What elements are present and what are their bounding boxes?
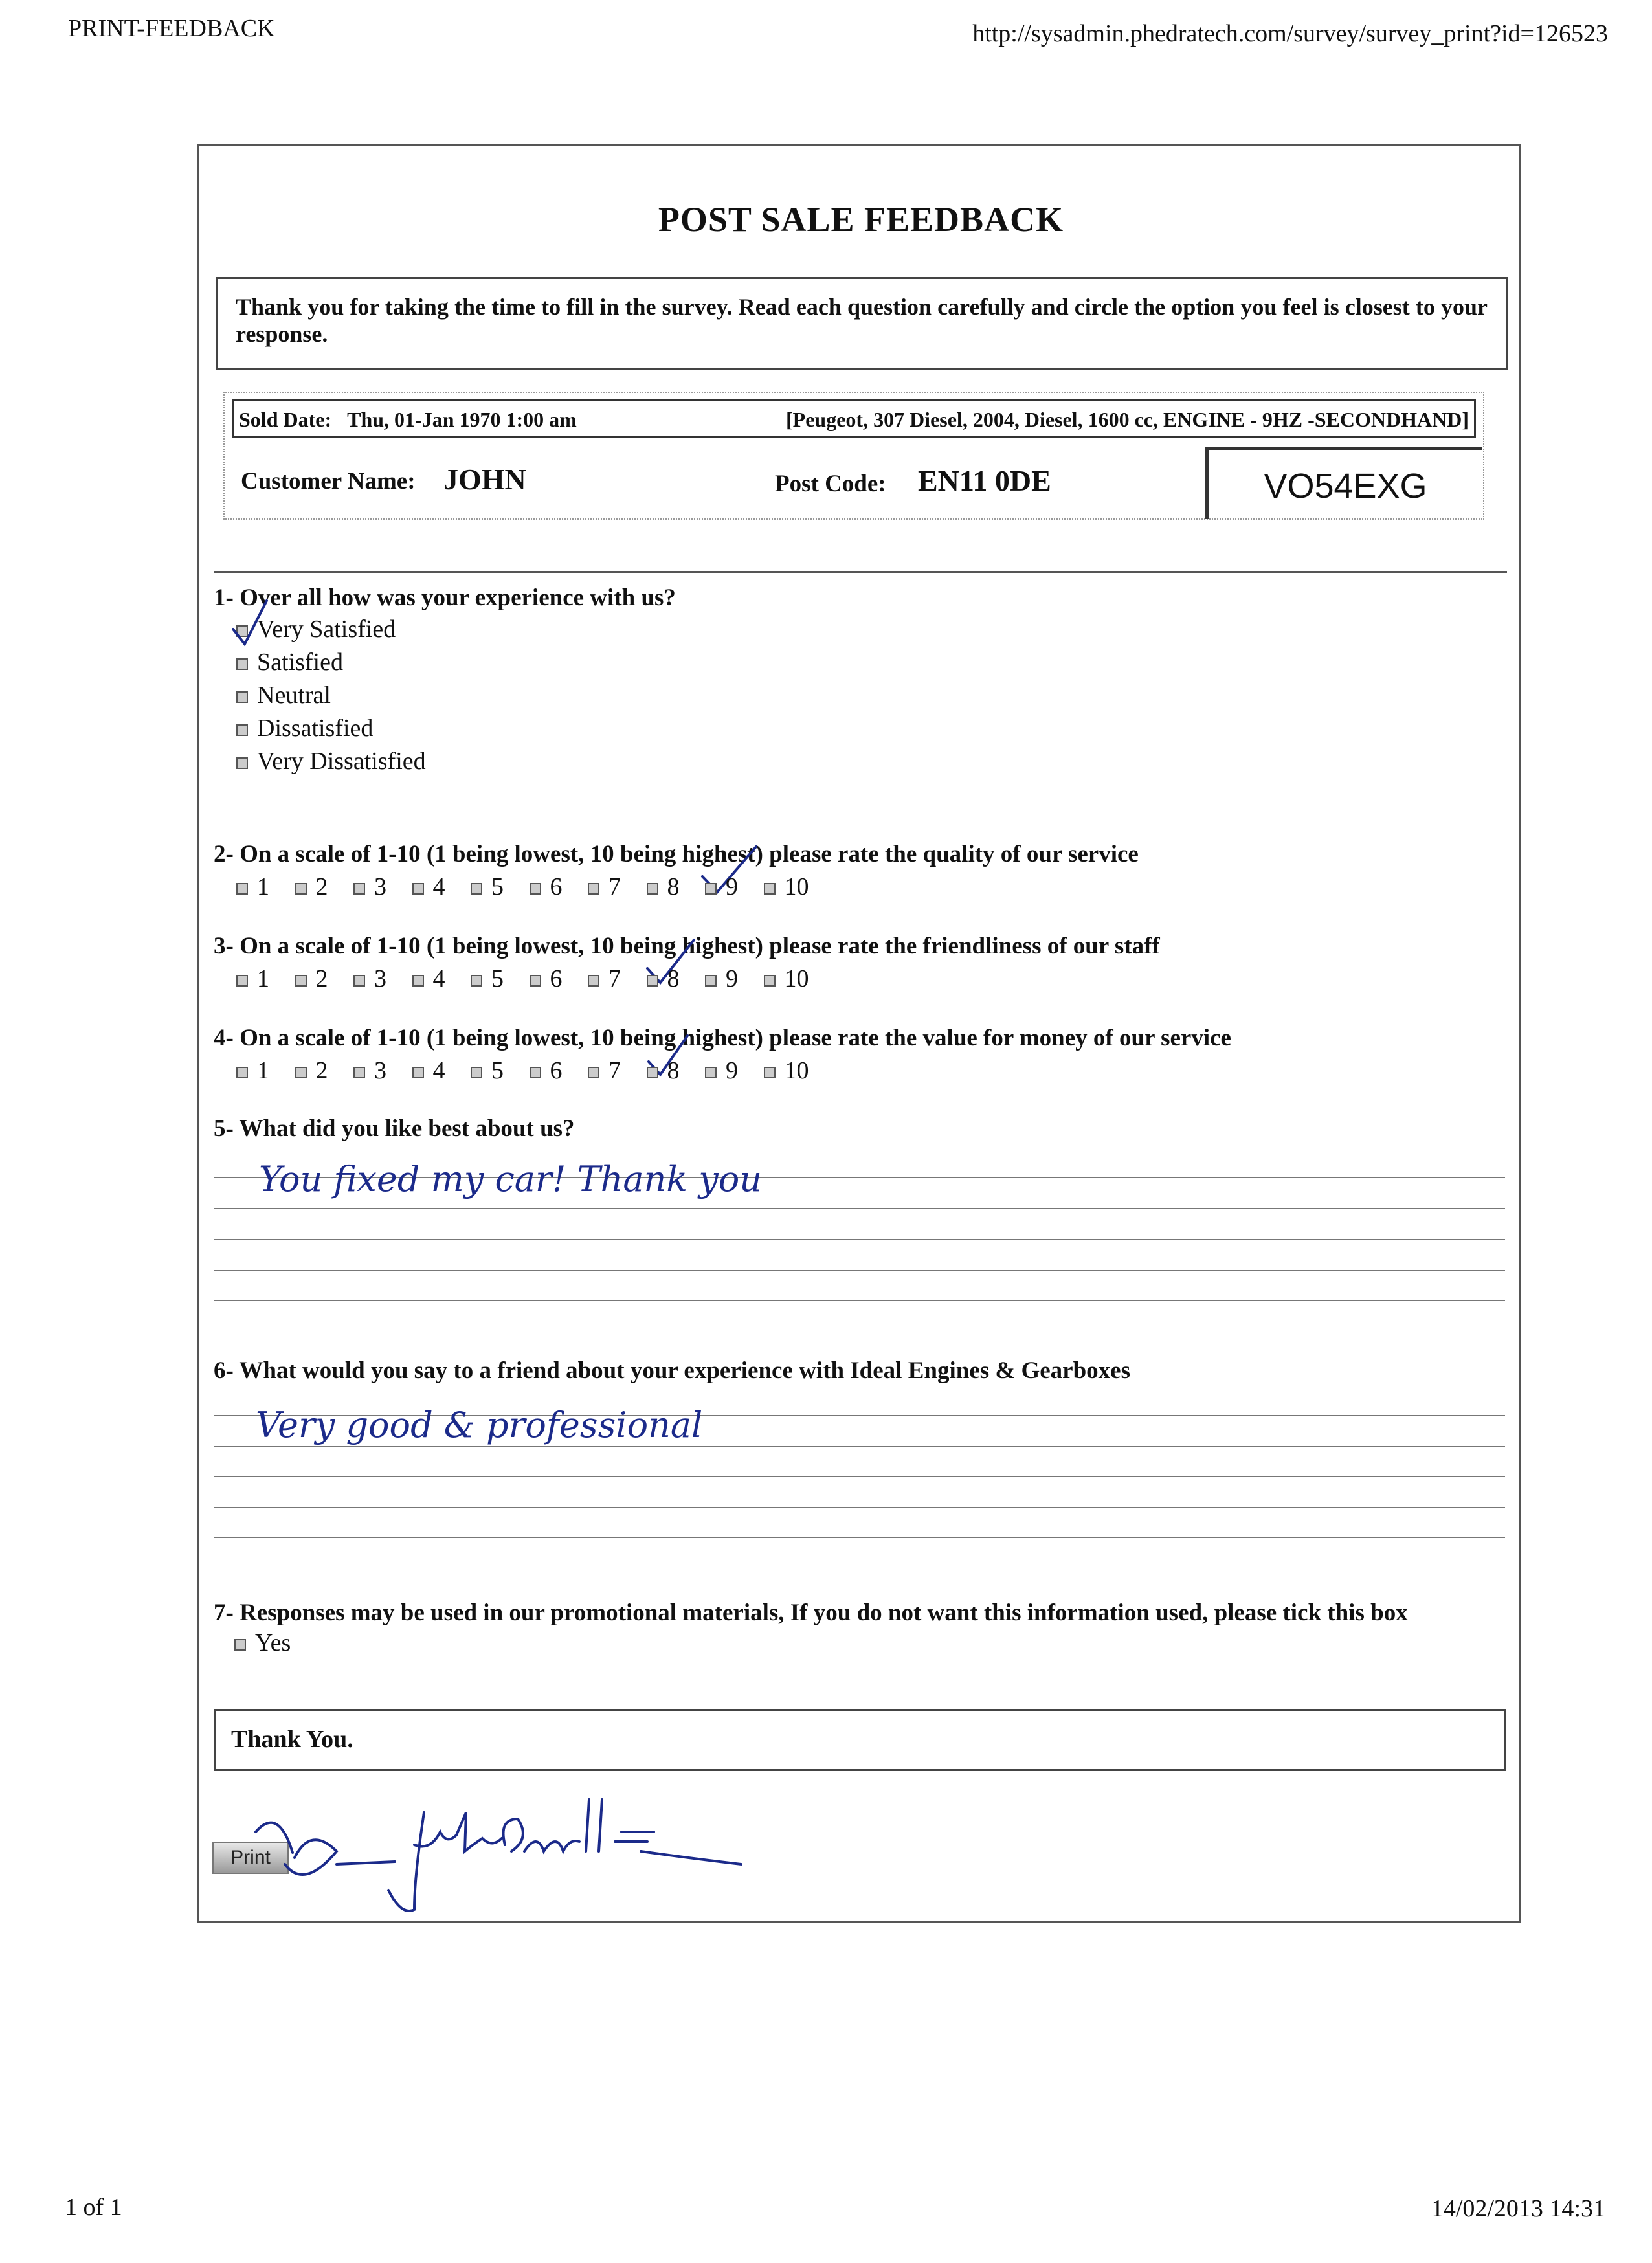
q3-rating-option[interactable] xyxy=(471,964,504,993)
q4-rating-checkbox[interactable] xyxy=(588,1067,599,1078)
q2-rating-checkbox[interactable] xyxy=(295,883,307,895)
q2-rating-option[interactable] xyxy=(471,873,504,901)
q3-rating-checkbox[interactable] xyxy=(471,975,482,987)
q4-rating-checkbox[interactable] xyxy=(530,1067,541,1078)
q3-rating-label: 3 xyxy=(374,965,386,992)
q3-rating-label: 7 xyxy=(608,965,621,992)
form-title: POST SALE FEEDBACK xyxy=(658,200,1064,239)
q3-rating-checkbox[interactable] xyxy=(353,975,365,987)
q5-handwritten-answer[interactable]: You fixed my car! Thank you xyxy=(259,1159,763,1199)
q3-rating-checkbox[interactable] xyxy=(588,975,599,987)
q3-rating-checkbox[interactable] xyxy=(295,975,307,987)
q2-rating-label: 10 xyxy=(784,873,809,900)
q4-rating-option[interactable] xyxy=(764,1056,809,1085)
q4-rating-option[interactable] xyxy=(353,1056,386,1085)
q3-rating-checkbox[interactable] xyxy=(236,975,248,987)
q2-rating-label: 3 xyxy=(374,873,386,900)
q3-rating-checkbox[interactable] xyxy=(412,975,424,987)
q4-rating-label: 2 xyxy=(315,1057,328,1084)
q3-rating-option[interactable] xyxy=(412,964,445,993)
q2-rating-option[interactable] xyxy=(588,873,621,901)
q1-label: Dissatisfied xyxy=(257,715,374,742)
q4-rating-label: 10 xyxy=(784,1057,809,1084)
q2-rating-label: 6 xyxy=(550,873,563,900)
q6-handwritten-answer[interactable]: Very good & professional xyxy=(256,1405,703,1445)
q4-rating-option[interactable] xyxy=(647,1056,680,1085)
customer-name-label: Customer Name: xyxy=(241,468,416,495)
print-header-url: http://sysadmin.phedratech.com/survey/survey_print?id=126523 xyxy=(972,20,1608,47)
q3-rating-option[interactable] xyxy=(647,964,680,993)
q4-rating-checkbox[interactable] xyxy=(705,1067,717,1078)
q4-rating-option[interactable] xyxy=(530,1056,563,1085)
q3-rating-label: 1 xyxy=(257,965,269,992)
q7-label: Yes xyxy=(255,1629,291,1656)
q3-rating-option[interactable] xyxy=(295,964,328,993)
q3-rating-option[interactable] xyxy=(764,964,809,993)
q1-label: Very Satisfied xyxy=(257,616,396,643)
q4-rating-checkbox[interactable] xyxy=(353,1067,365,1078)
vehicle-details: [Peugeot, 307 Diesel, 2004, Diesel, 1600 cc, ENGINE - 9HZ -SECONDHAND] xyxy=(786,408,1469,431)
question-3: 3- On a scale of 1-10 (1 being lowest, 10 being highest) please rate the friendliness of our staff xyxy=(214,933,1160,959)
sold-date-value: Thu, 01-Jan 1970 1:00 am xyxy=(347,408,577,431)
q1-label: Neutral xyxy=(257,682,331,709)
q2-rating-checkbox[interactable] xyxy=(236,883,248,895)
print-timestamp: 14/02/2013 14:31 xyxy=(1431,2195,1605,2222)
registration-plate: VO54EXG xyxy=(1205,447,1482,519)
q1-label: Satisfied xyxy=(257,649,343,676)
q3-rating-option[interactable] xyxy=(705,964,738,993)
q3-rating-label: 2 xyxy=(315,965,328,992)
print-button[interactable]: Print xyxy=(212,1842,289,1874)
q2-rating-checkbox[interactable] xyxy=(530,883,541,895)
q3-rating-label: 5 xyxy=(491,965,504,992)
q2-rating-checkbox[interactable] xyxy=(705,883,717,895)
question-7: 7- Responses may be used in our promotional materials, If you do not want this information used, please tick this box xyxy=(214,1600,1408,1626)
q3-rating-option[interactable] xyxy=(588,964,621,993)
q3-rating-option[interactable] xyxy=(236,964,269,993)
q3-rating-label: 4 xyxy=(432,965,445,992)
signature xyxy=(256,1800,741,1911)
q4-rating-option[interactable] xyxy=(471,1056,504,1085)
q4-rating-label: 5 xyxy=(491,1057,504,1084)
q3-rating-checkbox[interactable] xyxy=(647,975,658,987)
q2-rating-label: 1 xyxy=(257,873,269,900)
q4-rating-label: 9 xyxy=(726,1057,738,1084)
q2-rating-option[interactable] xyxy=(295,873,328,901)
q2-rating-checkbox[interactable] xyxy=(353,883,365,895)
q4-rating-checkbox[interactable] xyxy=(764,1067,776,1078)
q3-rating-label: 10 xyxy=(784,965,809,992)
q4-rating-checkbox[interactable] xyxy=(471,1067,482,1078)
q2-rating-label: 5 xyxy=(491,873,504,900)
sold-date-label: Sold Date: xyxy=(239,408,332,431)
q2-rating-checkbox[interactable] xyxy=(647,883,658,895)
question-4: 4- On a scale of 1-10 (1 being lowest, 10 being highest) please rate the value for money of our service xyxy=(214,1025,1231,1051)
q2-rating-option[interactable] xyxy=(236,873,269,901)
postcode-label: Post Code: xyxy=(775,471,886,497)
q4-rating-label: 6 xyxy=(550,1057,563,1084)
q4-rating-option[interactable] xyxy=(412,1056,445,1085)
question-2: 2- On a scale of 1-10 (1 being lowest, 10 being highest) please rate the quality of our service xyxy=(214,841,1139,867)
q4-rating-option[interactable] xyxy=(588,1056,621,1085)
question-5: 5- What did you like best about us? xyxy=(214,1115,575,1142)
question-1: 1- Over all how was your experience with us? xyxy=(214,585,676,611)
q1-label: Very Dissatisfied xyxy=(257,748,426,775)
intro-box: Thank you for taking the time to fill in the survey. Read each question carefully and circle the option you feel is closest to your response. xyxy=(216,277,1508,370)
q4-rating-label: 8 xyxy=(667,1057,680,1084)
q2-rating-label: 7 xyxy=(608,873,621,900)
q2-rating-option[interactable] xyxy=(705,873,738,901)
q2-rating-checkbox[interactable] xyxy=(764,883,776,895)
q3-rating-label: 9 xyxy=(726,965,738,992)
q2-rating-label: 2 xyxy=(315,873,328,900)
q1-tick-mark xyxy=(233,601,267,644)
q3-rating-checkbox[interactable] xyxy=(530,975,541,987)
q4-rating-label: 1 xyxy=(257,1057,269,1084)
q3-rating-checkbox[interactable] xyxy=(705,975,717,987)
q2-rating-checkbox[interactable] xyxy=(471,883,482,895)
q3-rating-option[interactable] xyxy=(353,964,386,993)
q4-rating-option[interactable] xyxy=(236,1056,269,1085)
q4-rating-label: 3 xyxy=(374,1057,386,1084)
q2-rating-option[interactable] xyxy=(530,873,563,901)
q2-rating-label: 9 xyxy=(726,873,738,900)
thank-you-box: Thank You. xyxy=(214,1709,1506,1771)
postcode-value: EN11 0DE xyxy=(918,464,1051,497)
q2-rating-label: 8 xyxy=(667,873,680,900)
q2-rating-option[interactable] xyxy=(647,873,680,901)
customer-name-value: JOHN xyxy=(443,463,526,496)
q3-rating-label: 8 xyxy=(667,965,680,992)
q2-rating-checkbox[interactable] xyxy=(588,883,599,895)
q2-rating-option[interactable] xyxy=(353,873,386,901)
page-count: 1 of 1 xyxy=(65,2194,122,2221)
q2-rating-option[interactable] xyxy=(764,873,809,901)
q4-rating-option[interactable] xyxy=(705,1056,738,1085)
print-header-title: PRINT-FEEDBACK xyxy=(68,15,275,42)
q4-rating-checkbox[interactable] xyxy=(647,1067,658,1078)
q2-rating-checkbox[interactable] xyxy=(412,883,424,895)
q4-rating-label: 4 xyxy=(432,1057,445,1084)
q3-rating-option[interactable] xyxy=(530,964,563,993)
q2-rating-option[interactable] xyxy=(412,873,445,901)
q4-rating-label: 7 xyxy=(608,1057,621,1084)
q4-rating-checkbox[interactable] xyxy=(236,1067,248,1078)
question-6: 6- What would you say to a friend about your experience with Ideal Engines & Gearboxes xyxy=(214,1357,1130,1384)
q4-rating-option[interactable] xyxy=(295,1056,328,1085)
q3-rating-label: 6 xyxy=(550,965,563,992)
q2-rating-label: 4 xyxy=(432,873,445,900)
q3-rating-checkbox[interactable] xyxy=(764,975,776,987)
q4-rating-checkbox[interactable] xyxy=(412,1067,424,1078)
q4-rating-checkbox[interactable] xyxy=(295,1067,307,1078)
